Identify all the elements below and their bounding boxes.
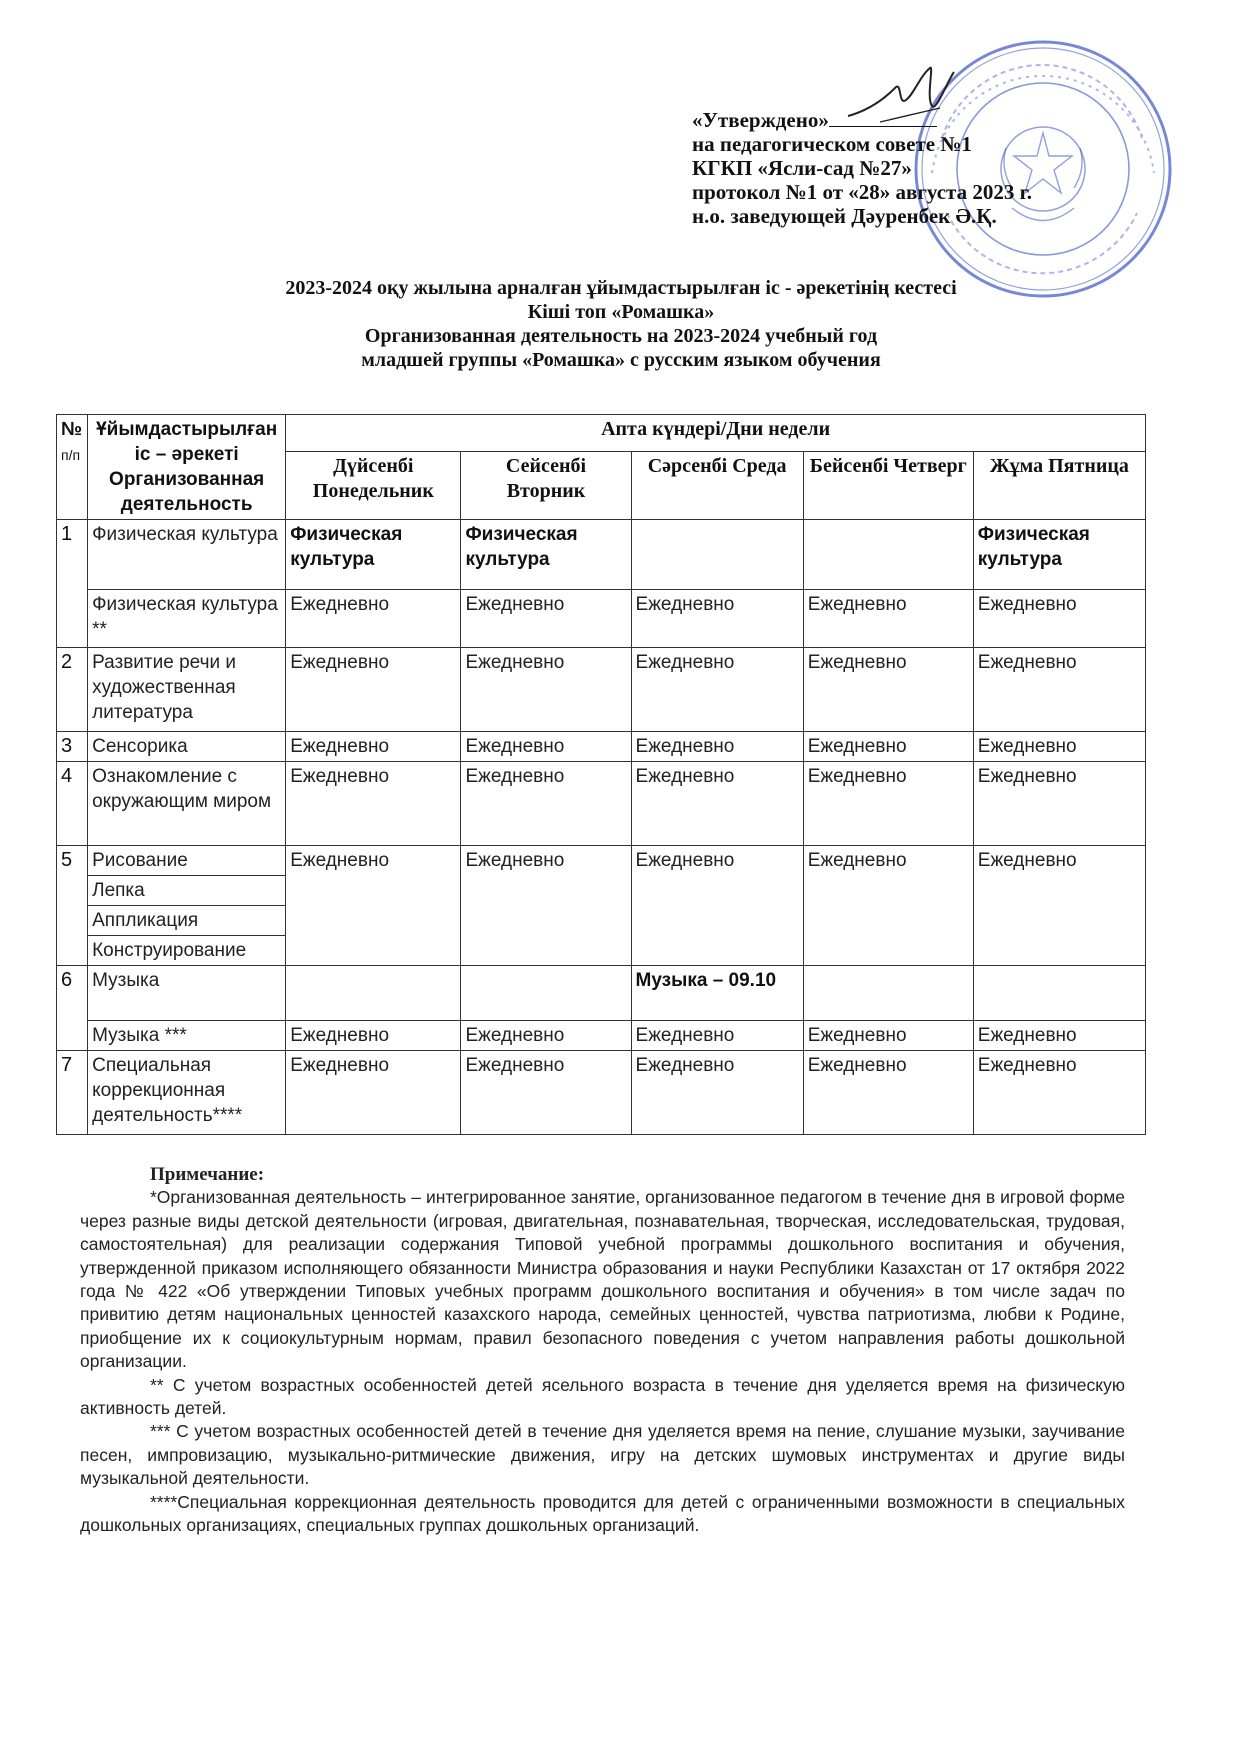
cell-tuesday: Физическая культура: [461, 520, 631, 590]
table-row: [57, 732, 1146, 762]
title-kz-1: 2023-2024 оқу жылына арналған ұйымдастырылған іс - әрекетінің кестесі: [285, 277, 957, 299]
cell-friday: Ежедневно: [973, 846, 1145, 966]
cell-tuesday: Ежедневно: [461, 1051, 631, 1135]
activity-name: Развитие речи и художественная литература: [88, 648, 286, 732]
title-ru-2: младшей группы «Ромашка» с русским языком обучения: [361, 349, 881, 371]
cell-thursday: Ежедневно: [803, 1021, 973, 1051]
header-thursday: Бейсенбі Четверг: [803, 452, 973, 520]
row-number: 3: [57, 732, 88, 762]
activity-name: Конструирование: [88, 936, 286, 966]
cell-wednesday: Музыка – 09.10: [631, 966, 803, 1021]
header-friday: Жұма Пятница: [973, 452, 1145, 520]
activity-name: Музыка: [88, 966, 286, 1021]
note-1: *Организованная деятельность – интегрированное занятие, организованное педагогом в течение дня в игровой форме через разные виды детской деятельности (игровая, двигательная, познавательная, творческая, исследовательская, трудовая, самостоятельная) для реализации содержания Типовой учебной программы дошкольного воспитания и обучения, утвержденной приказом исполняющего обязанности Министра образования и науки Республики Казахстан от 17 октября 2022 года № 422 «Об утверждении Типовых учебных программ дошкольного воспитания и обучения» в том числе задач по привитию детям национальных ценностей казахского народа, семейных ценностей, чувства патриотизма, любви к Родине, приобщение их к социокультурным нормам, правил безопасного поведения с учетом направления работы дошкольной организации.: [80, 1187, 1125, 1372]
table-row: [57, 520, 1146, 590]
cell-wednesday: Ежедневно: [631, 732, 803, 762]
note-4: ****Специальная коррекционная деятельность проводится для детей с ограниченными возможности в специальных дошкольных организациях, специальных группах дошкольных организаций.: [80, 1491, 1125, 1536]
cell-friday: Ежедневно: [973, 1051, 1145, 1135]
header-activity: Ұйымдастырылған іс – әрекеті Организованная деятельность: [88, 415, 286, 520]
table-row: [57, 648, 1146, 732]
document-title: [0, 276, 1242, 372]
cell-monday: Ежедневно: [286, 846, 461, 966]
cell-tuesday: Ежедневно: [461, 590, 631, 648]
table-header-row: [57, 415, 1146, 452]
cell-monday: Ежедневно: [286, 590, 461, 648]
header-monday: Дүйсенбі Понедельник: [286, 452, 461, 520]
header-num: № п/п: [57, 415, 88, 520]
cell-friday: Ежедневно: [973, 590, 1145, 648]
cell-friday: [973, 966, 1145, 1021]
cell-friday: Ежедневно: [973, 732, 1145, 762]
notes-heading: Примечание:: [150, 1164, 265, 1185]
cell-monday: Физическая культура: [286, 520, 461, 590]
cell-wednesday: Ежедневно: [631, 846, 803, 966]
approval-block: [692, 108, 1032, 228]
row-number: 2: [57, 648, 88, 732]
cell-thursday: Ежедневно: [803, 846, 973, 966]
cell-tuesday: Ежедневно: [461, 762, 631, 846]
approval-head: н.о. заведующей Дәуренбек Ә.Қ.: [692, 204, 997, 228]
cell-monday: Ежедневно: [286, 648, 461, 732]
cell-wednesday: Ежедневно: [631, 762, 803, 846]
approval-title: «Утверждено»: [692, 108, 1032, 132]
cell-wednesday: [631, 520, 803, 590]
cell-monday: Ежедневно: [286, 1051, 461, 1135]
activity-name: Аппликация: [88, 906, 286, 936]
approval-protocol: протокол №1 от «28» августа 2023 г.: [692, 180, 1033, 204]
header-weekdays: Апта күндері/Дни недели: [286, 415, 1146, 452]
cell-monday: Ежедневно: [286, 1021, 461, 1051]
cell-wednesday: Ежедневно: [631, 1021, 803, 1051]
cell-friday: Ежедневно: [973, 1021, 1145, 1051]
cell-thursday: Ежедневно: [803, 732, 973, 762]
activity-name: Лепка: [88, 876, 286, 906]
cell-tuesday: [461, 966, 631, 1021]
table-row: [57, 966, 1146, 1021]
activity-name: Ознакомление с окружающим миром: [88, 762, 286, 846]
approval-council: на педагогическом совете №1: [692, 132, 972, 156]
note-3: *** С учетом возрастных особенностей детей в течение дня уделяется время на пение, слушание музыки, заучивание песен, импровизацию, музыкально-ритмические движения, игру на детских шумовых инструментах и другие виды музыкальной деятельности.: [80, 1421, 1125, 1489]
cell-friday: Физическая культура: [973, 520, 1145, 590]
cell-thursday: Ежедневно: [803, 1051, 973, 1135]
header-wednesday: Сәрсенбі Среда: [631, 452, 803, 520]
table-row: [57, 762, 1146, 846]
header-tuesday: Сейсенбі Вторник: [461, 452, 631, 520]
cell-friday: Ежедневно: [973, 648, 1145, 732]
row-number: 7: [57, 1051, 88, 1135]
activity-name: Физическая культура **: [88, 590, 286, 648]
cell-monday: Ежедневно: [286, 732, 461, 762]
activity-name: Специальная коррекционная деятельность****: [88, 1051, 286, 1135]
cell-tuesday: Ежедневно: [461, 1021, 631, 1051]
row-number: 4: [57, 762, 88, 846]
row-number: 5: [57, 846, 88, 966]
row-number: 6: [57, 966, 88, 1051]
cell-thursday: Ежедневно: [803, 590, 973, 648]
table-row: [57, 590, 1146, 648]
row-number: 1: [57, 520, 88, 648]
cell-monday: [286, 966, 461, 1021]
schedule-table: [56, 414, 1146, 1135]
notes-section: [80, 1163, 1125, 1538]
activity-name: Рисование: [88, 846, 286, 876]
cell-friday: Ежедневно: [973, 762, 1145, 846]
approval-org: КГКП «Ясли-сад №27»: [692, 156, 912, 180]
activity-name: Физическая культура: [88, 520, 286, 590]
title-ru-1: Организованная деятельность на 2023-2024 учебный год: [364, 325, 878, 347]
note-2: ** С учетом возрастных особенностей детей ясельного возраста в течение дня уделяется время на физическую активность детей.: [80, 1374, 1125, 1419]
cell-tuesday: Ежедневно: [461, 846, 631, 966]
cell-thursday: [803, 966, 973, 1021]
activity-name: Музыка ***: [88, 1021, 286, 1051]
cell-wednesday: Ежедневно: [631, 590, 803, 648]
cell-thursday: Ежедневно: [803, 762, 973, 846]
cell-wednesday: Ежедневно: [631, 1051, 803, 1135]
cell-tuesday: Ежедневно: [461, 648, 631, 732]
table-row: [57, 846, 1146, 876]
cell-thursday: [803, 520, 973, 590]
table-row: [57, 1021, 1146, 1051]
title-kz-2: Кіші топ «Ромашка»: [527, 301, 715, 323]
table-row: [57, 1051, 1146, 1135]
cell-wednesday: Ежедневно: [631, 648, 803, 732]
cell-tuesday: Ежедневно: [461, 732, 631, 762]
cell-thursday: Ежедневно: [803, 648, 973, 732]
cell-monday: Ежедневно: [286, 762, 461, 846]
activity-name: Сенсорика: [88, 732, 286, 762]
